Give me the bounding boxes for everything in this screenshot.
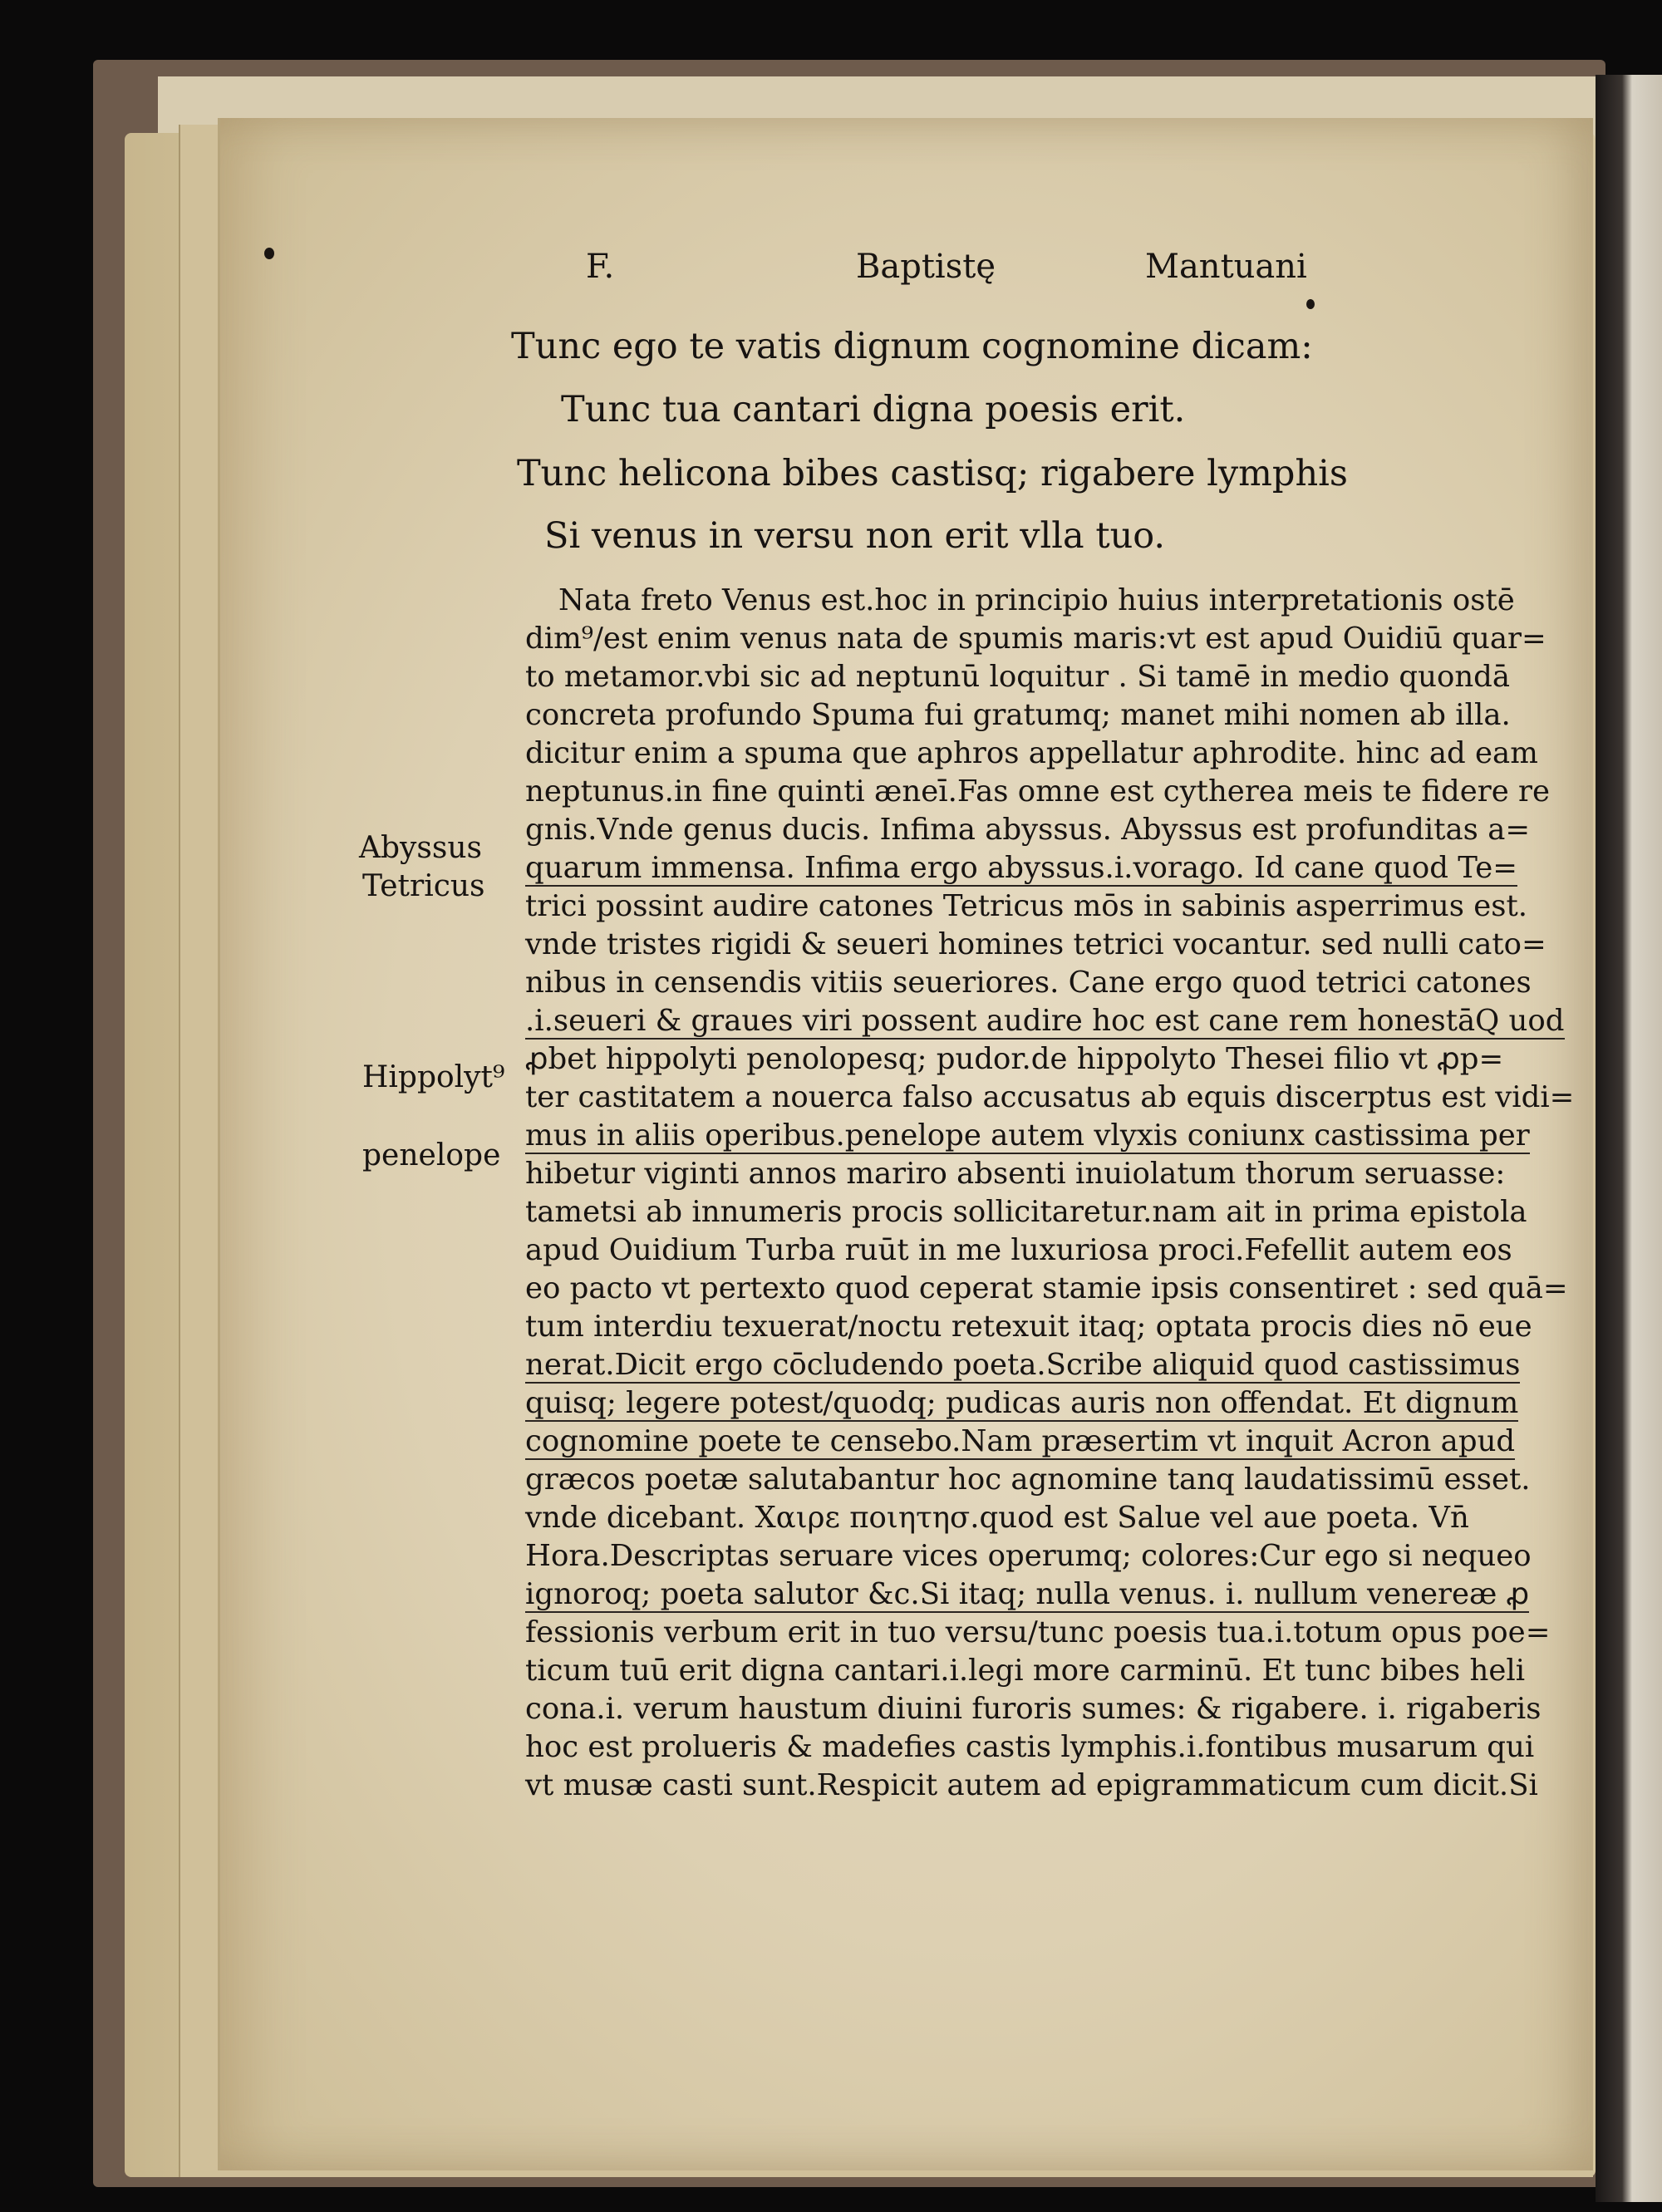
verse-line-2: Tunc tua cantari digna poesis erit. <box>561 389 1186 430</box>
running-title-left: Baptistę <box>856 248 996 286</box>
margin-note-tetricus: Tetricus <box>362 869 485 903</box>
commentary-line: hibetur viginti annos mariro absenti inuiolatum thorum seruasse: <box>525 1157 1506 1191</box>
commentary-line: vt musæ casti sunt.Respicit autem ad epigrammaticum cum dicit.Si <box>525 1768 1538 1802</box>
commentary-line: vnde tristes rigidi & seueri homines tetrici vocantur. sed nulli cato= <box>525 927 1546 961</box>
ink-spot <box>264 248 274 259</box>
commentary-line: cona.i. verum haustum diuini furoris sumes: & rigabere. i. rigaberis <box>525 1692 1542 1726</box>
commentary-line: to metamor.vbi sic ad neptunū loquitur . Si tamē in medio quondā <box>525 660 1511 694</box>
commentary-line: cognomine poete te censebo.Nam præsertim vt inquit Acron apud <box>525 1424 1516 1458</box>
commentary-line: ticum tuū erit digna cantari.i.legi more carminū. Et tunc bibes heli <box>525 1654 1526 1688</box>
verse-line-4: Si venus in versu non erit vlla tuo. <box>544 515 1166 557</box>
commentary-line: gnis.Vnde genus ducis. Infima abyssus. Abyssus est profunditas a= <box>525 813 1531 847</box>
commentary-line: tametsi ab innumeris procis sollicitaretur.nam ait in prima epistola <box>525 1195 1527 1229</box>
commentary-line: dicitur enim a spuma que aphros appellatur aphrodite. hinc ad eam <box>525 736 1538 770</box>
signature-mark: F. <box>586 248 615 286</box>
commentary-line: ter castitatem a nouerca falso accusatus ab equis discerptus est vidi= <box>525 1080 1575 1114</box>
commentary-line: apud Ouidium Turba ruūt in me luxuriosa proci.Fefellit autem eos <box>525 1233 1512 1267</box>
verse-line-1: Tunc ego te vatis dignum cognomine dicam: <box>511 326 1313 367</box>
commentary-line: .i.seueri & graues viri possent audire hoc est cane rem honestāQ uod <box>525 1004 1565 1038</box>
commentary-line: neptunus.in fine quinti æneī.Fas omne est cytherea meis te fidere re <box>525 774 1550 809</box>
ink-spot <box>1306 299 1315 309</box>
commentary-line: ꝓbet hippolyti penolopesq; pudor.de hippolyto Thesei filio vt ꝓp= <box>525 1042 1504 1076</box>
commentary-line: tum interdiu texuerat/noctu retexuit itaq; optata procis dies nō eue <box>525 1310 1532 1344</box>
margin-note-hippolytus: Hippolyt⁹ <box>362 1060 505 1094</box>
commentary-line: quarum immensa. Infima ergo abyssus.i.vorago. Id cane quod Te= <box>525 851 1517 885</box>
commentary-line: eo pacto vt pertexto quod ceperat stamie ipsis consentiret : sed quā= <box>525 1271 1568 1305</box>
commentary-line: vnde dicebant. Χαιρε ποιητησ.quod est Salue vel aue poeta. Vn̄ <box>525 1501 1469 1535</box>
commentary-line: Hora.Descriptas seruare vices operumq; colores:Cur ego si nequeo <box>525 1539 1532 1573</box>
commentary-line: græcos poetæ salutabantur hoc agnomine tanq laudatissimū esset. <box>525 1462 1531 1497</box>
commentary-line: ignoroq; poeta salutor &c.Si itaq; nulla venus. i. nullum venereæ ꝓ <box>525 1577 1530 1611</box>
margin-note-penelope: penelope <box>362 1138 501 1172</box>
commentary-line: hoc est prolueris & madefies castis lymphis.i.fontibus musarum qui <box>525 1730 1535 1764</box>
commentary-line: fessionis verbum erit in tuo versu/tunc poesis tua.i.totum opus poe= <box>525 1615 1551 1649</box>
commentary-line: dim⁹/est enim venus nata de spumis maris:vt est apud Ouidiū quar= <box>525 622 1546 656</box>
commentary-line: nerat.Dicit ergo cōcludendo poeta.Scribe aliquid quod castissimus <box>525 1348 1521 1382</box>
margin-note-abyssus: Abyssus <box>359 831 482 865</box>
commentary-line: nibus in censendis vitiis seueriores. Cane ergo quod tetrici catones <box>525 966 1532 1000</box>
verse-line-3: Tunc helicona bibes castisq; rigabere lymphis <box>517 453 1348 494</box>
commentary-line: concreta profundo Spuma fui gratumq; manet mihi nomen ab illa. <box>525 698 1511 732</box>
running-title-right: Mantuani <box>1145 248 1307 286</box>
book-gutter <box>1596 75 1662 2202</box>
commentary-line: quisq; legere potest/quodq; pudicas auris non offendat. Et dignum <box>525 1386 1519 1420</box>
commentary-line: Nata freto Venus est.hoc in principio huius interpretationis ostē <box>558 583 1515 617</box>
commentary-line: mus in aliis operibus.penelope autem vlyxis coniunx castissima per <box>525 1118 1530 1153</box>
commentary-line: trici possint audire catones Tetricus mōs in sabinis asperrimus est. <box>525 889 1528 923</box>
